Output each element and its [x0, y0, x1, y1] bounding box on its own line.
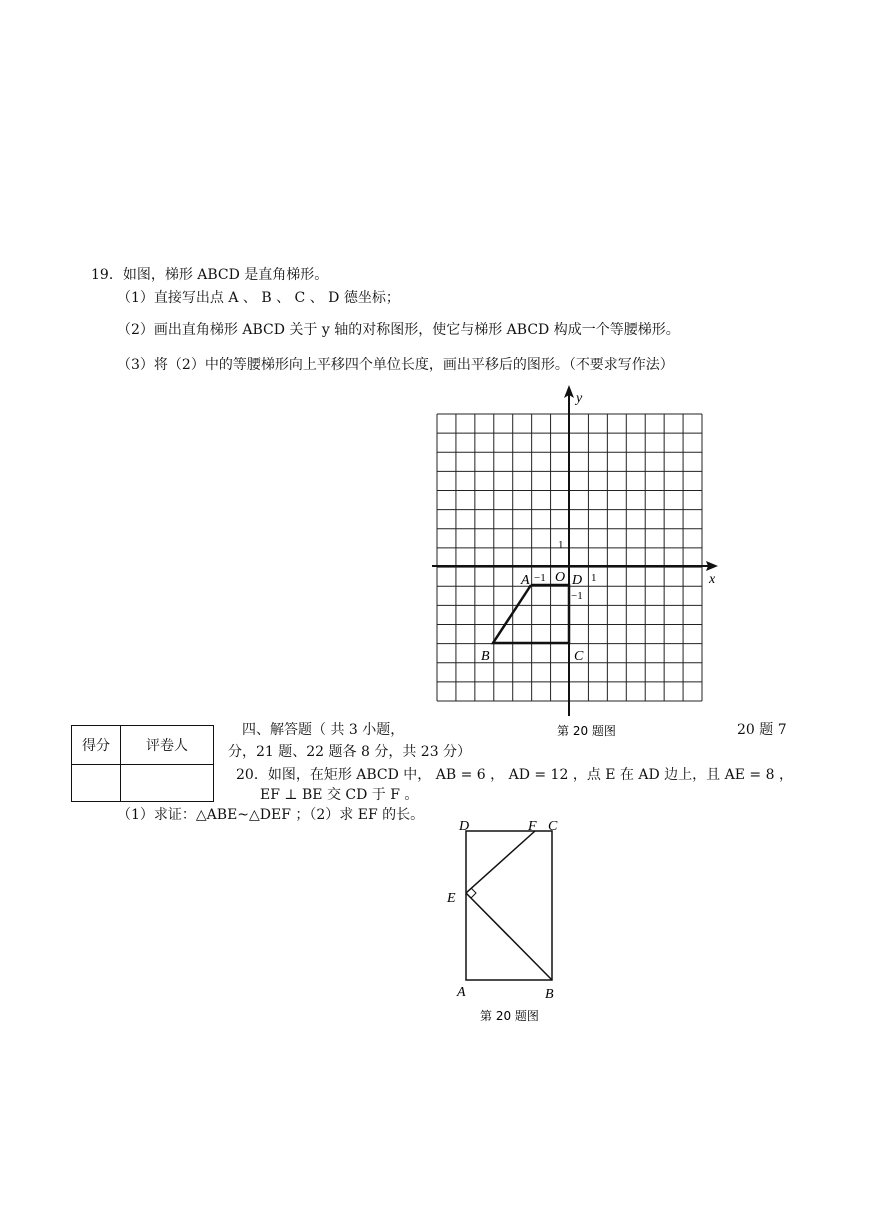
- grader-cell: [121, 765, 214, 802]
- segment-ef: [466, 831, 535, 893]
- rect-point-d-label: D: [459, 819, 470, 834]
- x-axis-label: x: [709, 572, 716, 587]
- rect-point-c-label: C: [548, 819, 558, 834]
- trapezoid-abcd: [493, 585, 569, 643]
- section4-points: 分，21 题、22 题各 8 分，共 23 分）: [228, 744, 472, 760]
- q19-part3: （3）将（2）中的等腰梯形向上平移四个单位长度，画出平移后的图形。（不要求写作法）: [117, 357, 674, 373]
- origin-label: O: [555, 570, 566, 585]
- score-header: 得分: [72, 726, 121, 765]
- point-d-label: D: [572, 573, 583, 588]
- q20-stem: 20．如图，在矩形 ABCD 中， AB = 6 ， AD = 12 ，点 E 在 AD 边上，且 AE = 8 ，: [236, 767, 793, 783]
- q20-parts: （1）求证：△ABE~△DEF ；（2）求 EF 的长。: [117, 807, 425, 823]
- score-cell: [72, 765, 121, 802]
- q19-part1: （1）直接写出点 A 、 B 、 C 、 D 德坐标；: [117, 290, 400, 306]
- rect-point-e-label: E: [447, 891, 456, 906]
- tick-label-yneg1: −1: [571, 590, 583, 602]
- rect-point-b-label: B: [545, 987, 554, 1002]
- right-angle-mark: [471, 888, 476, 898]
- score-box: [71, 725, 214, 802]
- q19-stem: 19．如图，梯形 ABCD 是直角梯形。: [91, 267, 329, 283]
- y-axis-label: y: [576, 391, 583, 406]
- tick-label-x1: 1: [591, 572, 597, 584]
- rect-point-a-label: A: [457, 985, 466, 1000]
- tick-label-xneg1: −1: [534, 572, 546, 584]
- segment-eb: [466, 893, 552, 980]
- point-b-label: B: [481, 649, 490, 664]
- tick-label-y1: 1: [558, 539, 564, 551]
- point-a-label: A: [521, 573, 530, 588]
- point-c-label: C: [574, 649, 584, 664]
- q20-stem-cont: EF ⊥ BE 交 CD 于 F 。: [260, 787, 419, 803]
- figure2-caption: 第 20 题图: [480, 1009, 539, 1023]
- section4-heading-right: 20 题 7: [737, 722, 787, 738]
- figure1-caption: 第 20 题图: [557, 724, 616, 738]
- q19-part2: （2）画出直角梯形 ABCD 关于 y 轴的对称图形，使它与梯形 ABCD 构成一个等腰梯形。: [117, 322, 680, 338]
- grader-header: 评卷人: [121, 726, 214, 765]
- section4-heading: 四、解答题（ 共 3 小题，: [242, 722, 405, 738]
- rect-point-f-label: F: [528, 819, 537, 834]
